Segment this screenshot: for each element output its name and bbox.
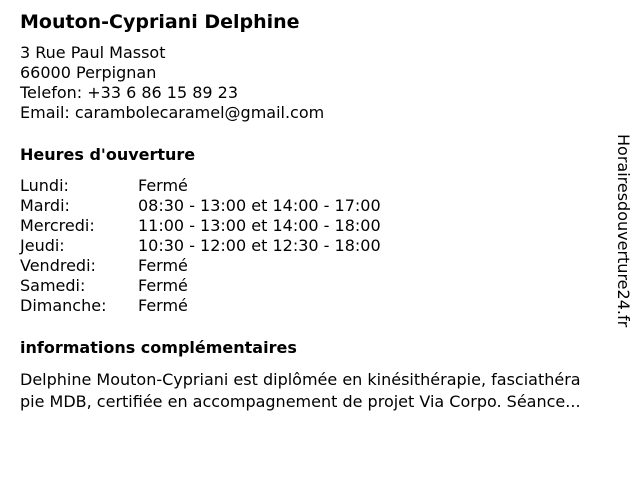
hours-row-mardi (20, 196, 620, 216)
hours-time-value: 11:00 - 13:00 et 14:00 - 18:00 (138, 216, 381, 235)
hours-row-dimanche (20, 296, 620, 316)
additional-info-text (20, 369, 632, 413)
info-text-line: Delphine Mouton-Cypriani est diplômée en kinésithérapie, fasciathéra (20, 370, 581, 389)
hours-row-jeudi (20, 236, 620, 256)
street-address: 3 Rue Paul Massot (20, 43, 166, 62)
address-block (20, 43, 620, 123)
hours-day-label: Samedi: (20, 276, 86, 295)
hours-time-value: Fermé (138, 296, 188, 315)
city-line: 66000 Perpignan (20, 63, 157, 82)
hours-time-value: 08:30 - 13:00 et 14:00 - 17:00 (138, 196, 381, 215)
hours-row-mercredi (20, 216, 620, 236)
email-line: Email: carambolecaramel@gmail.com (20, 103, 325, 122)
opening-hours-heading: Heures d'ouverture (20, 145, 196, 164)
hours-row-vendredi (20, 256, 620, 276)
hours-day-label: Mercredi: (20, 216, 95, 235)
hours-day-label: Dimanche: (20, 296, 107, 315)
hours-day-label: Jeudi: (20, 236, 65, 255)
opening-hours-table (20, 176, 620, 316)
hours-row-lundi (20, 176, 620, 196)
hours-time-value: Fermé (138, 256, 188, 275)
site-watermark: Horairesdouverture24.fr (614, 134, 633, 328)
phone-line: Telefon: +33 6 86 15 89 23 (20, 83, 239, 102)
hours-time-value: 10:30 - 12:00 et 12:30 - 18:00 (138, 236, 381, 255)
business-card (20, 10, 620, 413)
hours-time-value: Fermé (138, 276, 188, 295)
hours-time-value: Fermé (138, 176, 188, 195)
hours-day-label: Vendredi: (20, 256, 96, 275)
hours-day-label: Mardi: (20, 196, 70, 215)
business-name: Mouton-Cypriani Delphine (20, 11, 300, 33)
additional-info-heading: informations complémentaires (20, 338, 297, 357)
info-text-line: pie MDB, certifiée en accompagnement de projet Via Corpo. Séance... (20, 392, 581, 411)
hours-row-samedi (20, 276, 620, 296)
hours-day-label: Lundi: (20, 176, 69, 195)
